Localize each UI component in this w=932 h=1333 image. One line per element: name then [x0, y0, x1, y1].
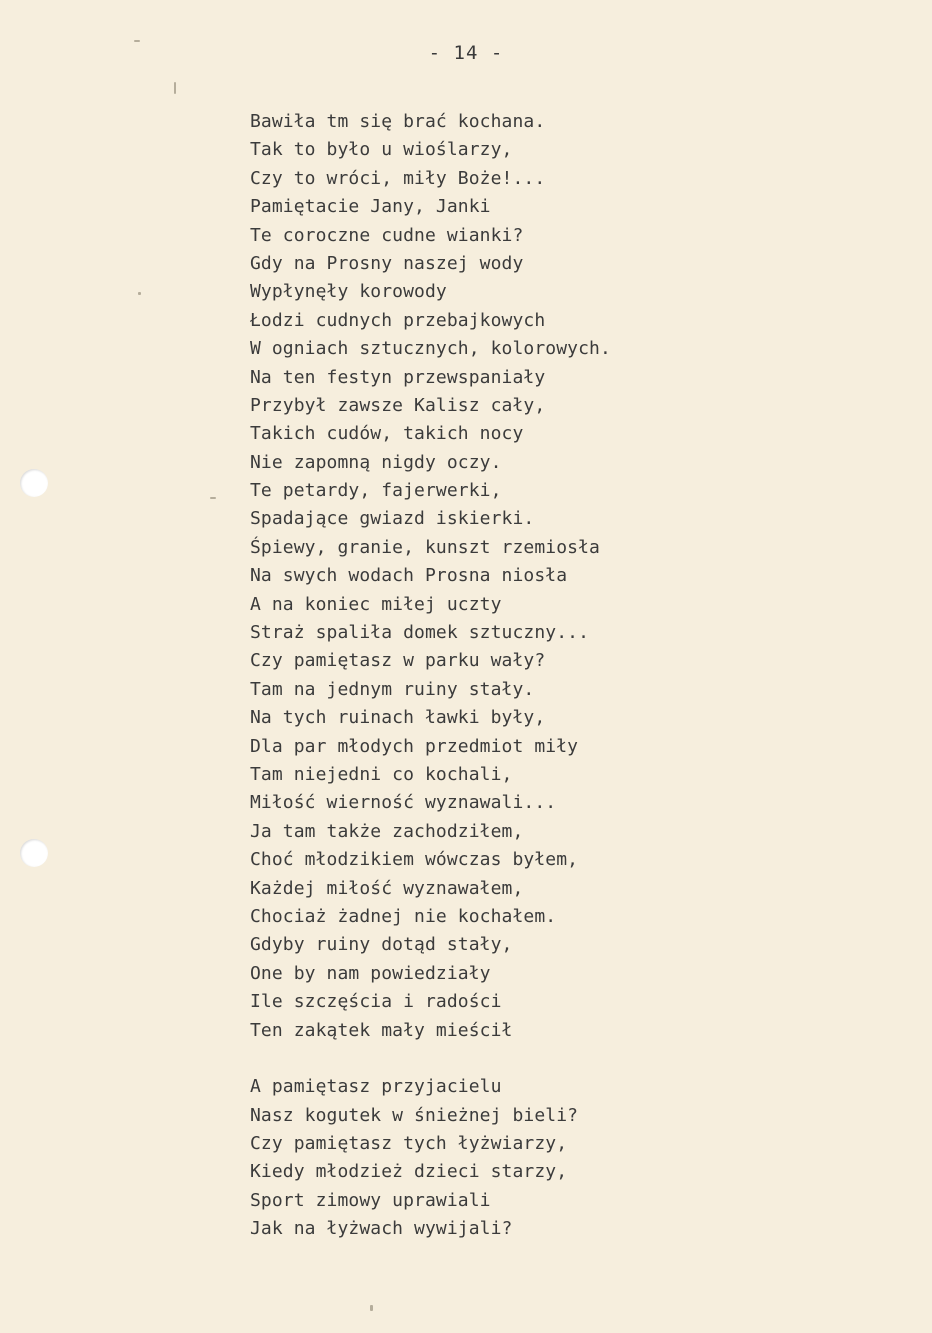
poem-line: Przybył zawsze Kalisz cały,: [250, 394, 546, 416]
poem-line: Chociaż żadnej nie kochałem.: [250, 905, 557, 927]
poem-line: Tam na jednym ruiny stały.: [250, 678, 535, 700]
poem-line: Na swych wodach Prosna niosła: [250, 565, 568, 587]
poem-line: One by nam powiedziały: [250, 962, 491, 984]
poem-line: Te petardy, fajerwerki,: [250, 480, 502, 502]
paper-speck: [138, 292, 141, 295]
stanza-1: [250, 108, 890, 1045]
paper-speck: [370, 1305, 373, 1311]
poem-line: Każdej miłość wyznawałem,: [250, 877, 524, 899]
poem-line: Ile szczęścia i radości: [250, 991, 502, 1013]
poem-line: Choć młodzikiem wówczas byłem,: [250, 849, 579, 871]
punch-hole-bottom: [20, 839, 48, 867]
poem-line: Spadające gwiazd iskierki.: [250, 508, 535, 530]
paper-speck: [174, 82, 176, 94]
poem-line: Miłość wierność wyznawali...: [250, 792, 557, 814]
poem-line: Wypłynęły korowody: [250, 281, 447, 303]
poem-line: Nasz kogutek w śnieżnej bieli?: [250, 1104, 579, 1126]
poem-line: Gdyby ruiny dotąd stały,: [250, 934, 513, 956]
poem-line: Pamiętacie Jany, Janki: [250, 196, 491, 218]
poem-line: Kiedy młodzież dzieci starzy,: [250, 1161, 568, 1183]
punch-hole-top: [20, 469, 48, 497]
poem-line: Bawiła tm się brać kochana.: [250, 111, 546, 132]
poem-line: Tak to było u wioślarzy,: [250, 139, 513, 161]
stanza-2: [250, 1073, 890, 1243]
poem-line: Czy pamiętasz tych łyżwiarzy,: [250, 1133, 568, 1155]
paper-speck: [210, 497, 216, 499]
page-number: - 14 -: [428, 42, 504, 64]
poem-line: Jak na łyżwach wywijali?: [250, 1218, 513, 1240]
poem-line: A pamiętasz przyjacielu: [250, 1076, 502, 1098]
poem-line: Nie zapomną nigdy oczy.: [250, 451, 502, 473]
poem-line: A na koniec miłej uczty: [250, 593, 502, 615]
poem-line: Ja tam także zachodziłem,: [250, 820, 524, 842]
poem-line: Sport zimowy uprawiali: [250, 1189, 491, 1211]
poem-line: Czy to wróci, miły Boże!...: [250, 167, 546, 189]
poem-line: Łodzi cudnych przebajkowych: [250, 309, 546, 331]
poem-line: W ogniach sztucznych, kolorowych.: [250, 338, 611, 360]
poem-line: Na tych ruinach ławki były,: [250, 707, 546, 729]
poem-line: Te coroczne cudne wianki?: [250, 224, 524, 246]
poem-line: Śpiewy, granie, kunszt rzemiosła: [250, 536, 600, 558]
poem-line: Takich cudów, takich nocy: [250, 423, 524, 445]
poem-line: Na ten festyn przewspaniały: [250, 366, 546, 388]
poem-line: Dla par młodych przedmiot miły: [250, 735, 579, 757]
poem-line: Gdy na Prosny naszej wody: [250, 252, 524, 274]
poem-line: Straż spaliła domek sztuczny...: [250, 622, 590, 644]
poem-line: Czy pamiętasz w parku wały?: [250, 650, 546, 672]
poem-line: Ten zakątek mały mieścił: [250, 1019, 513, 1041]
poem-line: Tam niejedni co kochali,: [250, 763, 513, 785]
poem-body: [250, 108, 890, 1244]
